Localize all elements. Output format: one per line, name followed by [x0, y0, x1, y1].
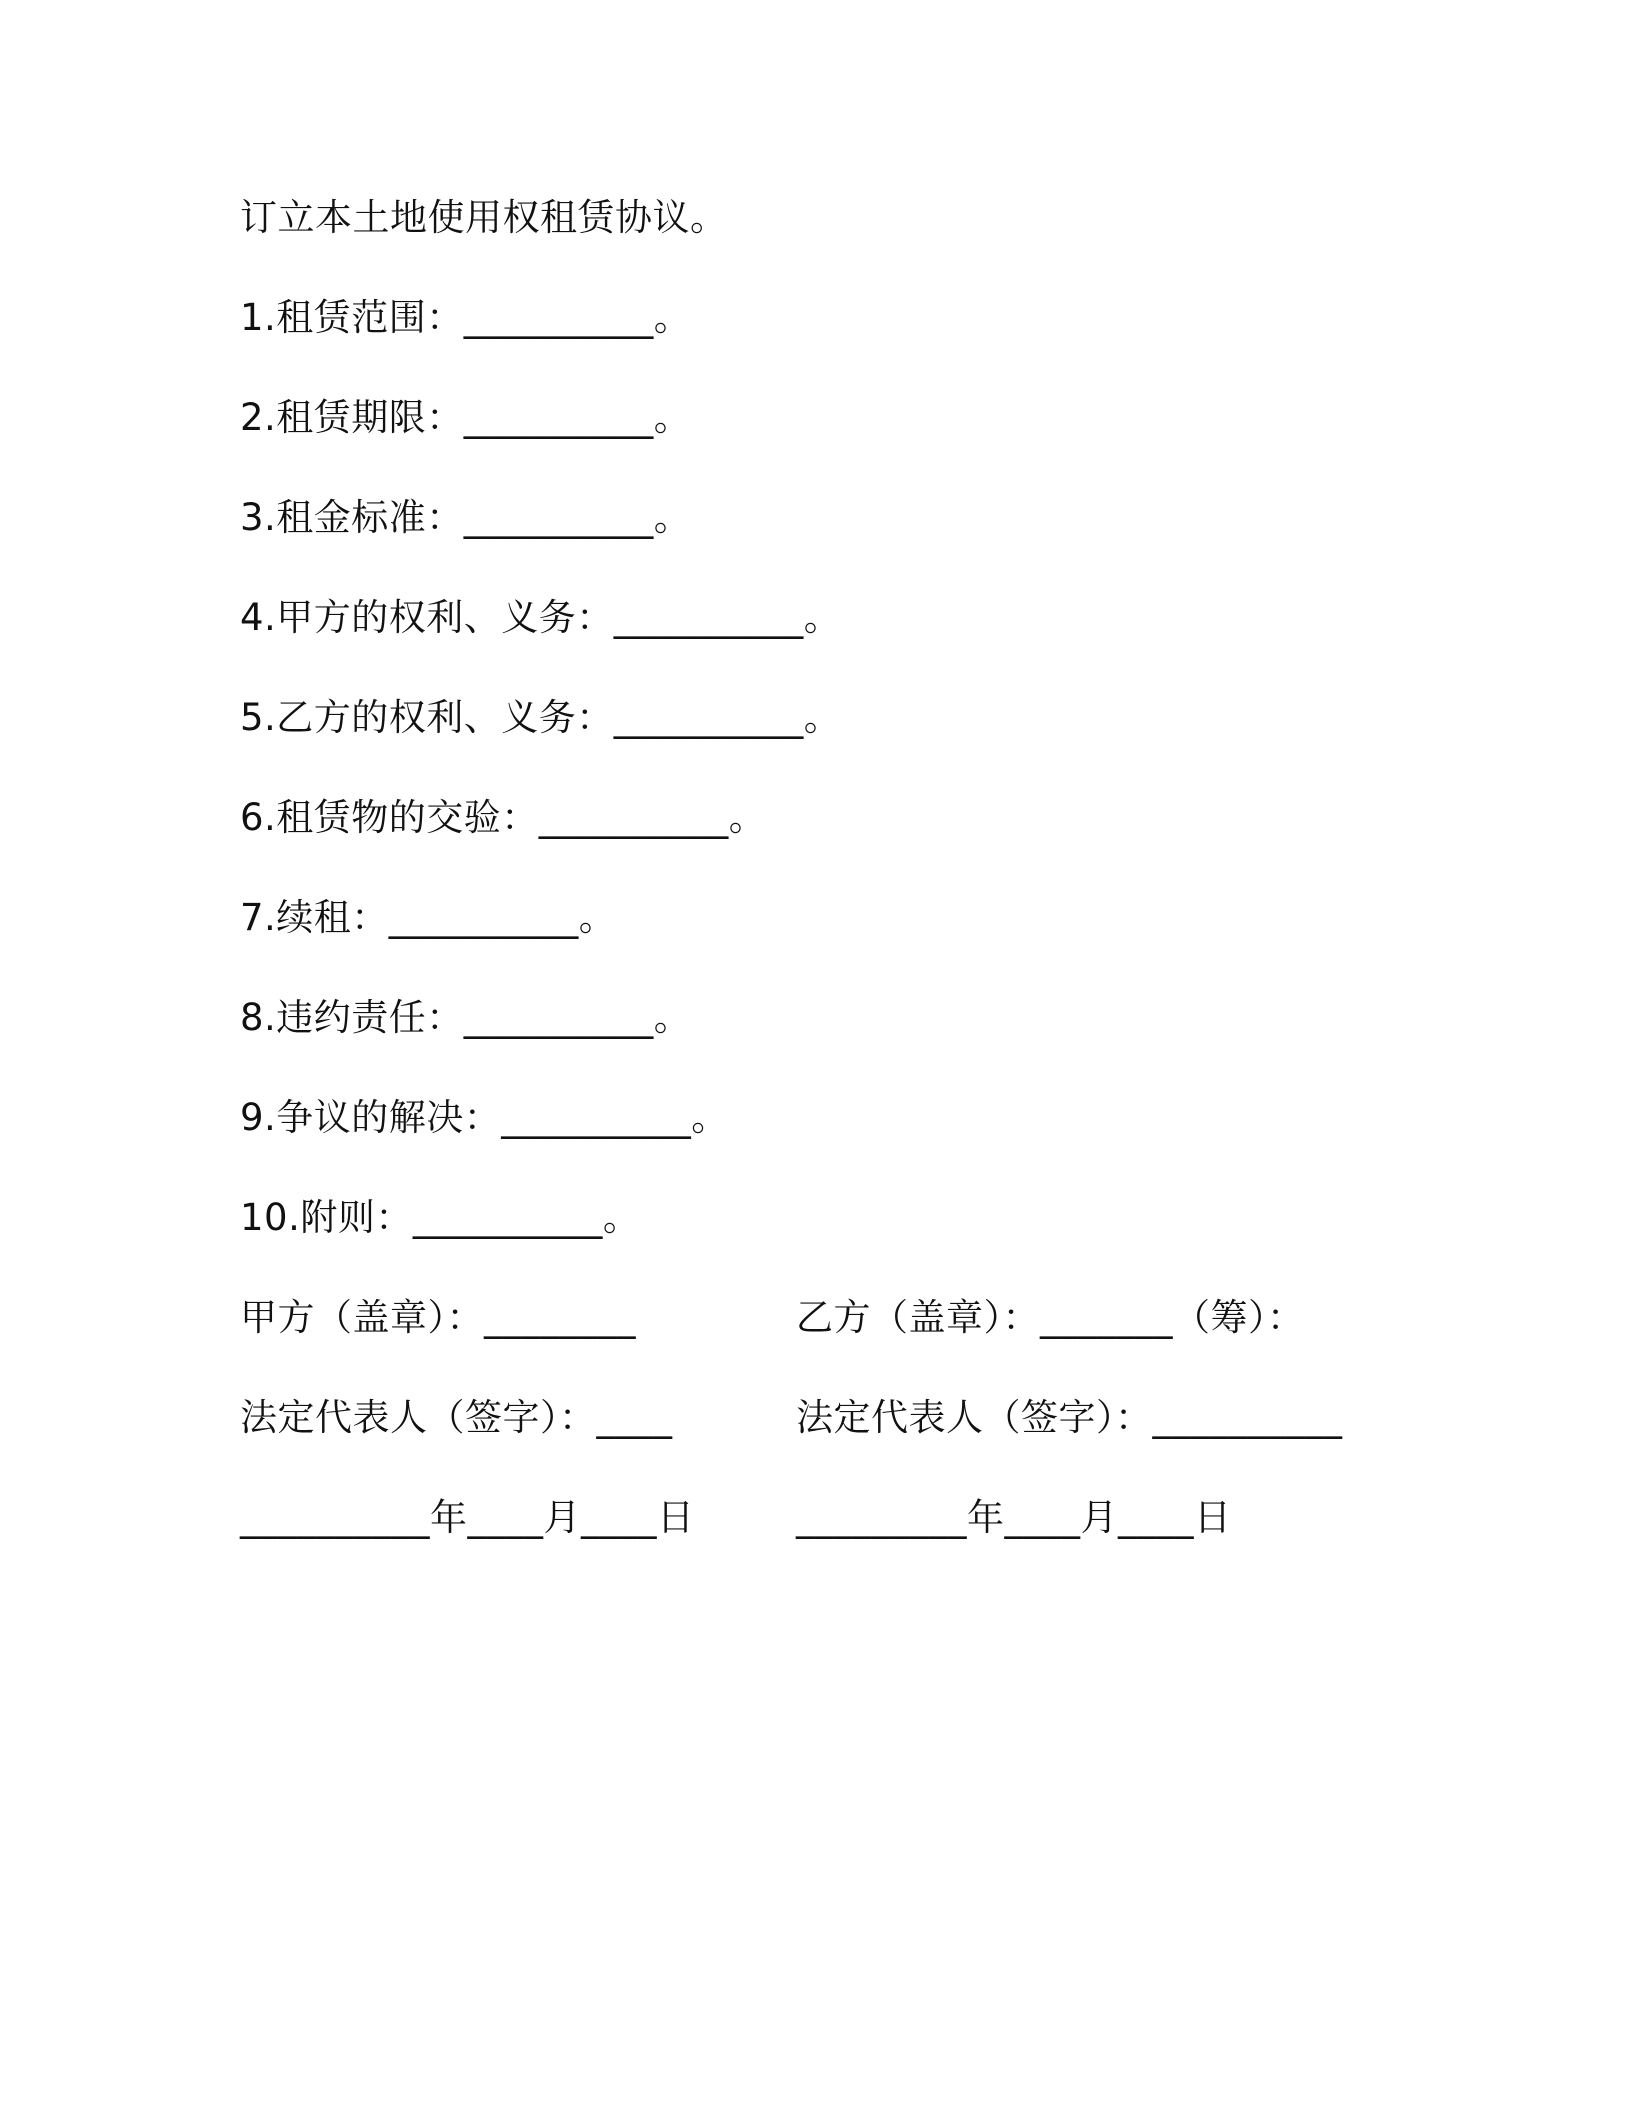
clause-party-a-rights: 4.甲方的权利、义务：__________。	[240, 596, 842, 639]
party-a-seal: 甲方（盖章）：________	[240, 1296, 636, 1339]
party-b-date: _________年____月____日	[796, 1496, 1232, 1539]
party-a-date: __________年____月____日	[240, 1496, 695, 1539]
clause-breach-liability: 8.违约责任：__________。	[240, 996, 692, 1039]
clause-renewal: 7.续租：__________。	[240, 896, 617, 939]
party-a-representative: 法定代表人（签字）：____	[240, 1396, 673, 1439]
intro-text: 订立本土地使用权租赁协议。	[240, 196, 728, 239]
clause-party-b-rights: 5.乙方的权利、义务：__________。	[240, 696, 842, 739]
clause-rental-term: 2.租赁期限：__________。	[240, 396, 692, 439]
clause-rental-scope: 1.租赁范围：__________。	[240, 296, 692, 339]
party-b-representative: 法定代表人（签字）：__________	[796, 1396, 1343, 1439]
party-b-seal: 乙方（盖章）：_______（筹）：	[796, 1296, 1305, 1339]
clause-handover-inspection: 6.租赁物的交验：__________。	[240, 796, 767, 839]
clause-dispute-resolution: 9.争议的解决：__________。	[240, 1096, 729, 1139]
clause-supplementary: 10.附则：__________。	[240, 1196, 641, 1239]
clause-rent-standard: 3.租金标准：__________。	[240, 496, 692, 539]
